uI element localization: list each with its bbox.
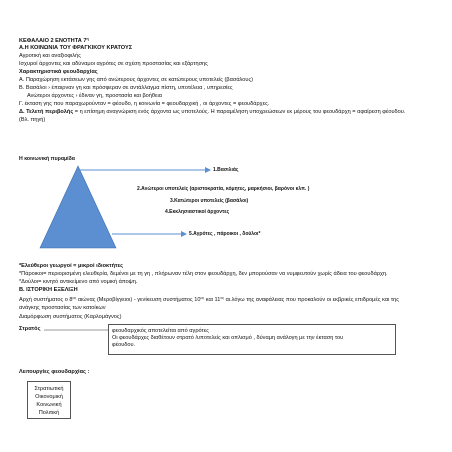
history-line-3: Διαμόρφωση συστήματος (Καρλομάγνος) — [19, 314, 122, 320]
feudalism-point-d-text: = η επίσημη αναγνώριση ενός άρχοντα ως υποτελούς. Η παραμέληση υποχρεώσεων εκ μέρους του φεουδάρχη = αφαίρεση φέουδου. — [73, 109, 406, 115]
feudalism-ref: (Βλ. πηγή) — [19, 117, 46, 123]
pyramid-level-4: 4.Εκκλησιαστικοί άρχοντες — [165, 209, 230, 215]
history-line-1-c: και 11 — [204, 297, 221, 303]
feudalism-title: Χαρακτηριστικά φεουδαρχίας — [19, 69, 98, 75]
pyramid-level-5: 5.Αγρότες , πάροικοι , δούλοι* — [189, 231, 261, 237]
feudalism-point-d-label: Δ. Τελετή περιβολής — [19, 109, 74, 115]
history-line-1-d: αι.λόγω της αναφάλειας που προκαλούν οι εκβρικές επιδρομές και της — [224, 297, 399, 303]
army-box-line-1: φεουδαρχικός αποτελείται από αγρότες — [112, 328, 209, 334]
history-line-1-a: Αρχή συστήματος ο 8 — [19, 297, 73, 303]
function-item: Πολιτική — [38, 410, 60, 416]
army-label: Στρατός — [19, 326, 41, 332]
pyramid-level-2: 2.Ανώτεροι υποτελείς (αριστοκρατία, κόμητες, μαρκήσιοι, βαρόνοι κλπ. ) — [137, 186, 310, 192]
army-box — [108, 324, 396, 355]
intro-line-1: Αγροτική και αναξιοφιλής — [19, 53, 81, 59]
history-line-1-sup-1: ος — [72, 296, 77, 300]
history-line-1-sup-3: ος — [220, 296, 225, 300]
note-slaves: *Δούλοι= κινητό αντικείμενο από νομική άποψη. — [19, 279, 138, 285]
intro-line-2: Ισχυροί άρχοντες και αδύναμοι αγρότες σε σχέση προστασίας και εξάρτησης — [19, 61, 208, 67]
army-box-line-2: Οι φεουδάρχες διαθέτουν στρατό /υποτελείς και οπλισμό , δύναμη ανάλογη με την έκταση του — [112, 335, 344, 341]
note-free-farmers-text: *Ελεύθεροι γεωργοί = μικροί ιδιοκτήτες — [19, 263, 124, 269]
history-line-1-b: αιώνας (Μεροβίγγειοι) - γενίκευση συστήματος 10 — [76, 297, 201, 303]
functions-title: Λειτουργίες φεουδαρχίας : — [19, 369, 90, 375]
functions-box — [27, 381, 71, 419]
history-line-2: ανάγκης προστασίας των κατοίκων — [19, 305, 106, 311]
pyramid-title: Η κοινωνική πυραμίδα — [19, 156, 75, 162]
chapter-heading-sup: η — [86, 37, 89, 41]
history-title: Β. ΙΣΤΟΡΙΚΗ ΕΞΕΛΙΞΗ — [19, 287, 78, 293]
function-item: Στρατιωτική — [34, 386, 64, 392]
section-a-heading: Α.Η ΚΟΙΝΩΝΙΑ ΤΟΥ ΦΡΑΓΚΙΚΟΥ ΚΡΑΤΟΥΣ — [19, 45, 133, 51]
army-box-line-3: φέουδου. — [112, 342, 136, 348]
chapter-heading-text: ΚΕΦΑΛΑΙΟ 2 ΕΝΟΤΗΤΑ 7 — [19, 38, 87, 44]
note-paroikoi: *Πάροικοι= περιορισμένη ελευθερία, δεμένοι με τη γη , πλήρωναν τέλη στον φεουδάρχη, δεν μπορούσαν να νυμφευτούν χωρίς άδεια του φεουδάρχη. — [19, 271, 388, 277]
history-line-1-sup-2: ος — [200, 296, 205, 300]
pyramid-level-3: 3.Κατώτεροι υποτελείς (βασάλοι) — [170, 198, 249, 204]
feudalism-point-b2: Ανώτεροι άρχοντες › έδιναν γη, προστασία και βοήθεια — [27, 93, 162, 99]
feudalism-point-c: Γ. έκταση γης που παραχωρούνταν = φέουδο, η κοινωνία = φεουδαρχική , οι άρχοντες = φεουδάρχες. — [19, 101, 270, 107]
function-item: Κοινωνική — [36, 402, 62, 408]
feudalism-point-b: Β. Βασάλοι › έπαιρναν γη και πρόσφεραν σε αντάλλαγμα πίστη, υποτέλεια , υπηρεσίες — [19, 85, 233, 91]
feudalism-point-a: Α. Παραχώρηση εκτάσεων γης από ανώτερους άρχοντες σε κατώτερους υποτελείς (βασάλους) — [19, 77, 253, 83]
function-item: Οικονομική — [35, 394, 63, 400]
pyramid-level-1: 1.Βασιλιάς — [213, 167, 239, 173]
